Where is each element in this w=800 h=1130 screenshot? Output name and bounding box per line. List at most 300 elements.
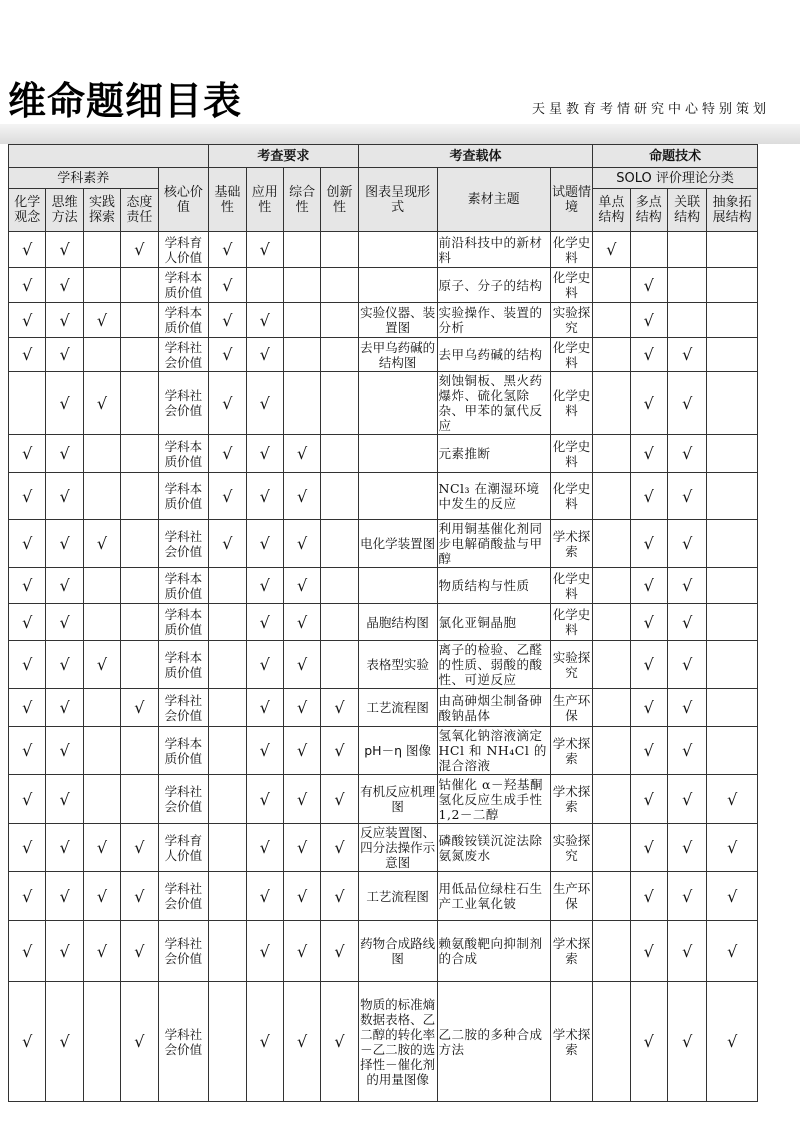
- context-cell: 化学史料: [550, 435, 592, 473]
- material-cell: 离子的检验、乙醛的性质、弱酸的酸性、可逆反应: [437, 641, 550, 689]
- check-cell: √: [9, 303, 46, 338]
- check-cell: [121, 604, 158, 641]
- check-cell: [593, 303, 630, 338]
- check-cell: √: [9, 641, 46, 689]
- check-cell: √: [246, 921, 283, 982]
- check-cell: √: [707, 872, 758, 921]
- material-cell: 由高砷烟尘制备砷酸钠晶体: [437, 689, 550, 727]
- check-cell: [707, 473, 758, 520]
- check-cell: √: [83, 921, 120, 982]
- core-value-cell: 学科本质价值: [158, 473, 209, 520]
- check-cell: √: [46, 604, 83, 641]
- material-cell: 刻蚀铜板、黑火药爆炸、硫化氢除杂、甲苯的氯代反应: [437, 372, 550, 435]
- core-value-cell: 学科育人价值: [158, 232, 209, 268]
- context-cell: 学术探索: [550, 727, 592, 775]
- col-applied: 应用性: [246, 168, 283, 232]
- table-row: [9, 604, 758, 641]
- context-cell: 学术探索: [550, 775, 592, 824]
- check-cell: √: [321, 689, 358, 727]
- material-cell: 原子、分子的结构: [437, 268, 550, 303]
- chart-form-cell: 有机反应机理图: [358, 775, 437, 824]
- check-cell: [593, 604, 630, 641]
- table-row: [9, 520, 758, 568]
- header-carrier: 考查载体: [358, 145, 592, 168]
- check-cell: [593, 872, 630, 921]
- check-cell: [321, 473, 358, 520]
- check-cell: [707, 568, 758, 604]
- check-cell: √: [9, 232, 46, 268]
- check-cell: [209, 824, 246, 872]
- core-value-cell: 学科本质价值: [158, 604, 209, 641]
- core-value-cell: 学科社会价值: [158, 982, 209, 1102]
- check-cell: √: [46, 641, 83, 689]
- chart-form-cell: pH－η 图像: [358, 727, 437, 775]
- chart-form-cell: 物质的标准熵数据表格、乙二醇的转化率－乙二胺的选择性－催化剂的用量图像: [358, 982, 437, 1102]
- context-cell: 化学史料: [550, 338, 592, 372]
- check-cell: √: [630, 473, 667, 520]
- core-value-cell: 学科本质价值: [158, 727, 209, 775]
- check-cell: √: [9, 824, 46, 872]
- chart-form-cell: 电化学装置图: [358, 520, 437, 568]
- core-value-cell: 学科社会价值: [158, 921, 209, 982]
- context-cell: 化学史料: [550, 268, 592, 303]
- check-cell: √: [667, 775, 706, 824]
- table-row: [9, 727, 758, 775]
- page-subtitle: 天星教育考情研究中心特别策划: [531, 102, 770, 117]
- check-cell: √: [246, 641, 283, 689]
- check-cell: √: [83, 372, 120, 435]
- check-cell: [321, 303, 358, 338]
- check-cell: √: [321, 727, 358, 775]
- check-cell: [209, 775, 246, 824]
- check-cell: √: [209, 338, 246, 372]
- check-cell: √: [321, 921, 358, 982]
- check-cell: [121, 727, 158, 775]
- check-cell: [121, 520, 158, 568]
- check-cell: √: [630, 921, 667, 982]
- check-cell: √: [9, 872, 46, 921]
- context-cell: 化学史料: [550, 568, 592, 604]
- check-cell: √: [209, 520, 246, 568]
- check-cell: [593, 372, 630, 435]
- check-cell: [707, 435, 758, 473]
- check-cell: [707, 689, 758, 727]
- check-cell: [593, 268, 630, 303]
- core-value-cell: 学科社会价值: [158, 689, 209, 727]
- core-value-cell: 学科本质价值: [158, 268, 209, 303]
- check-cell: [283, 372, 320, 435]
- check-cell: [209, 727, 246, 775]
- check-cell: √: [46, 824, 83, 872]
- core-value-cell: 学科社会价值: [158, 775, 209, 824]
- check-cell: √: [283, 921, 320, 982]
- check-cell: √: [283, 689, 320, 727]
- check-cell: √: [209, 473, 246, 520]
- check-cell: √: [630, 435, 667, 473]
- check-cell: [707, 727, 758, 775]
- context-cell: 化学史料: [550, 604, 592, 641]
- check-cell: [321, 520, 358, 568]
- table-row: [9, 689, 758, 727]
- page-title: 维命题细目表: [8, 79, 243, 123]
- check-cell: [83, 775, 120, 824]
- check-cell: [121, 568, 158, 604]
- check-cell: √: [46, 372, 83, 435]
- check-cell: √: [209, 372, 246, 435]
- check-cell: √: [667, 727, 706, 775]
- check-cell: √: [707, 921, 758, 982]
- check-cell: √: [630, 775, 667, 824]
- check-cell: √: [83, 641, 120, 689]
- check-cell: √: [246, 824, 283, 872]
- check-cell: √: [667, 689, 706, 727]
- table-row: [9, 268, 758, 303]
- check-cell: √: [630, 568, 667, 604]
- check-cell: [209, 604, 246, 641]
- check-cell: [121, 473, 158, 520]
- chart-form-cell: 工艺流程图: [358, 872, 437, 921]
- check-cell: [83, 604, 120, 641]
- check-cell: √: [321, 872, 358, 921]
- check-cell: √: [630, 520, 667, 568]
- check-cell: √: [283, 473, 320, 520]
- check-cell: √: [667, 921, 706, 982]
- core-value-cell: 学科社会价值: [158, 372, 209, 435]
- check-cell: √: [667, 641, 706, 689]
- material-cell: 赖氨酸靶向抑制剂的合成: [437, 921, 550, 982]
- check-cell: √: [630, 338, 667, 372]
- context-cell: 学术探索: [550, 921, 592, 982]
- context-cell: 实验探究: [550, 824, 592, 872]
- check-cell: √: [246, 473, 283, 520]
- core-value-cell: 学科育人价值: [158, 824, 209, 872]
- table-row: [9, 303, 758, 338]
- check-cell: √: [630, 641, 667, 689]
- check-cell: [593, 824, 630, 872]
- check-cell: [321, 604, 358, 641]
- check-cell: [593, 727, 630, 775]
- check-cell: √: [46, 520, 83, 568]
- table-row: [9, 568, 758, 604]
- check-cell: [121, 435, 158, 473]
- check-cell: √: [46, 268, 83, 303]
- check-cell: √: [707, 775, 758, 824]
- check-cell: √: [667, 338, 706, 372]
- context-cell: 生产环保: [550, 689, 592, 727]
- check-cell: [593, 641, 630, 689]
- check-cell: √: [321, 775, 358, 824]
- check-cell: √: [46, 727, 83, 775]
- check-cell: √: [707, 824, 758, 872]
- check-cell: [83, 435, 120, 473]
- check-cell: √: [46, 435, 83, 473]
- check-cell: [321, 268, 358, 303]
- chart-form-cell: 表格型实验: [358, 641, 437, 689]
- check-cell: [83, 689, 120, 727]
- material-cell: 元素推断: [437, 435, 550, 473]
- check-cell: √: [667, 872, 706, 921]
- col-chart-form: 图表呈现形式: [358, 168, 437, 232]
- check-cell: [121, 775, 158, 824]
- check-cell: [283, 268, 320, 303]
- check-cell: [209, 921, 246, 982]
- check-cell: √: [593, 232, 630, 268]
- col-relational: 关联结构: [667, 189, 706, 232]
- chart-form-cell: 工艺流程图: [358, 689, 437, 727]
- check-cell: √: [9, 568, 46, 604]
- check-cell: [593, 520, 630, 568]
- material-cell: 乙二胺的多种合成方法: [437, 982, 550, 1102]
- core-value-cell: 学科社会价值: [158, 520, 209, 568]
- header-requirements: 考查要求: [209, 145, 359, 168]
- chart-form-cell: 实验仪器、装置图: [358, 303, 437, 338]
- check-cell: [707, 232, 758, 268]
- check-cell: √: [283, 982, 320, 1102]
- check-cell: [707, 268, 758, 303]
- col-abstract: 抽象拓展结构: [707, 189, 758, 232]
- check-cell: √: [246, 727, 283, 775]
- check-cell: √: [630, 689, 667, 727]
- check-cell: √: [46, 303, 83, 338]
- col-material: 素材主题: [437, 168, 550, 232]
- table-wrapper: [8, 144, 758, 1102]
- check-cell: [83, 232, 120, 268]
- check-cell: √: [321, 824, 358, 872]
- core-value-cell: 学科社会价值: [158, 872, 209, 921]
- check-cell: √: [9, 268, 46, 303]
- chart-form-cell: 晶胞结构图: [358, 604, 437, 641]
- check-cell: √: [9, 982, 46, 1102]
- check-cell: √: [121, 824, 158, 872]
- material-cell: 前沿科技中的新材料: [437, 232, 550, 268]
- check-cell: √: [283, 872, 320, 921]
- col-single: 单点结构: [593, 189, 630, 232]
- core-value-cell: 学科本质价值: [158, 641, 209, 689]
- check-cell: √: [630, 268, 667, 303]
- check-cell: √: [46, 775, 83, 824]
- check-cell: √: [9, 473, 46, 520]
- chart-form-cell: [358, 232, 437, 268]
- header-solo: SOLO 评价理论分类: [593, 168, 758, 189]
- check-cell: [707, 604, 758, 641]
- check-cell: [209, 641, 246, 689]
- check-cell: √: [667, 604, 706, 641]
- check-cell: [593, 568, 630, 604]
- context-cell: 实验探究: [550, 303, 592, 338]
- check-cell: [121, 303, 158, 338]
- material-cell: 氢氧化钠溶液滴定 HCl 和 NH₄Cl 的混合溶液: [437, 727, 550, 775]
- check-cell: √: [630, 303, 667, 338]
- check-cell: √: [9, 435, 46, 473]
- check-cell: √: [630, 824, 667, 872]
- check-cell: √: [630, 982, 667, 1102]
- check-cell: [707, 641, 758, 689]
- chart-form-cell: 反应装置图、四分法操作示意图: [360, 825, 436, 870]
- check-cell: [321, 232, 358, 268]
- check-cell: [283, 338, 320, 372]
- check-cell: √: [46, 872, 83, 921]
- context-cell: 学术探索: [550, 520, 592, 568]
- material-cell: 磷酸铵镁沉淀法除氨氮废水: [437, 824, 550, 872]
- check-cell: √: [9, 689, 46, 727]
- check-cell: √: [667, 435, 706, 473]
- material-cell: 实验操作、装置的分析: [437, 303, 550, 338]
- check-cell: √: [667, 372, 706, 435]
- check-cell: √: [246, 520, 283, 568]
- core-value-cell: 学科本质价值: [158, 435, 209, 473]
- chart-form-cell: [358, 568, 437, 604]
- check-cell: [593, 473, 630, 520]
- col-core-value: 核心价值: [158, 168, 209, 232]
- chart-form-cell: [358, 372, 437, 435]
- check-cell: √: [630, 604, 667, 641]
- table-row: [9, 641, 758, 689]
- header-band: [0, 124, 800, 144]
- col-chem-concept: 化学观念: [9, 189, 46, 232]
- check-cell: √: [283, 604, 320, 641]
- context-cell: 化学史料: [550, 232, 592, 268]
- col-context: 试题情境: [550, 168, 592, 232]
- check-cell: √: [9, 604, 46, 641]
- check-cell: [209, 872, 246, 921]
- check-cell: √: [83, 303, 120, 338]
- check-cell: √: [667, 473, 706, 520]
- col-thinking: 思维方法: [46, 189, 83, 232]
- check-cell: √: [246, 775, 283, 824]
- table-row: [9, 372, 758, 435]
- check-cell: √: [121, 232, 158, 268]
- check-cell: √: [246, 435, 283, 473]
- check-cell: [630, 232, 667, 268]
- check-cell: [209, 689, 246, 727]
- table-row: [9, 473, 758, 520]
- check-cell: √: [9, 338, 46, 372]
- material-cell: 物质结构与性质: [437, 568, 550, 604]
- check-cell: [667, 268, 706, 303]
- check-cell: √: [246, 872, 283, 921]
- check-cell: √: [246, 338, 283, 372]
- check-cell: √: [283, 435, 320, 473]
- chart-form-cell: 去甲乌药碱的结构图: [360, 339, 436, 370]
- col-attitude: 态度责任: [121, 189, 158, 232]
- check-cell: √: [246, 568, 283, 604]
- header-blank: [9, 145, 209, 168]
- check-cell: √: [246, 982, 283, 1102]
- check-cell: [667, 232, 706, 268]
- check-cell: [83, 568, 120, 604]
- material-cell: 用低品位绿柱石生产工业氧化铍: [437, 872, 550, 921]
- check-cell: [83, 338, 120, 372]
- check-cell: √: [9, 775, 46, 824]
- check-cell: [707, 303, 758, 338]
- check-cell: [83, 727, 120, 775]
- context-cell: 化学史料: [550, 473, 592, 520]
- col-basic: 基础性: [209, 168, 246, 232]
- check-cell: √: [246, 232, 283, 268]
- check-cell: √: [83, 824, 120, 872]
- check-cell: [283, 303, 320, 338]
- material-cell: 利用铜基催化剂同步电解硝酸盐与甲醇: [437, 520, 550, 568]
- check-cell: √: [46, 232, 83, 268]
- check-cell: √: [83, 872, 120, 921]
- check-cell: √: [209, 435, 246, 473]
- check-cell: √: [46, 689, 83, 727]
- check-cell: [321, 641, 358, 689]
- check-cell: [707, 338, 758, 372]
- check-cell: [707, 372, 758, 435]
- material-cell: 氯化亚铜晶胞: [437, 604, 550, 641]
- check-cell: [593, 775, 630, 824]
- header-technique: 命题技术: [593, 145, 758, 168]
- check-cell: [83, 982, 120, 1102]
- core-value-cell: 学科本质价值: [158, 303, 209, 338]
- check-cell: [283, 232, 320, 268]
- check-cell: [9, 372, 46, 435]
- check-cell: √: [209, 232, 246, 268]
- col-practice: 实践探索: [83, 189, 120, 232]
- check-cell: √: [283, 568, 320, 604]
- check-cell: [707, 520, 758, 568]
- check-cell: √: [121, 921, 158, 982]
- table-row: [9, 872, 758, 921]
- check-cell: [121, 268, 158, 303]
- check-cell: √: [630, 727, 667, 775]
- col-multi: 多点结构: [630, 189, 667, 232]
- check-cell: √: [283, 520, 320, 568]
- check-cell: √: [9, 727, 46, 775]
- check-cell: [667, 303, 706, 338]
- check-cell: √: [9, 921, 46, 982]
- check-cell: √: [667, 824, 706, 872]
- check-cell: √: [46, 982, 83, 1102]
- check-cell: √: [667, 568, 706, 604]
- table-row: [9, 435, 758, 473]
- check-cell: √: [667, 982, 706, 1102]
- check-cell: [593, 435, 630, 473]
- chart-form-cell: [358, 268, 437, 303]
- check-cell: √: [9, 520, 46, 568]
- table-row: [9, 824, 758, 872]
- check-cell: √: [283, 775, 320, 824]
- check-cell: √: [46, 921, 83, 982]
- context-cell: 学术探索: [550, 982, 592, 1102]
- check-cell: √: [246, 372, 283, 435]
- check-cell: √: [321, 982, 358, 1102]
- check-cell: [321, 568, 358, 604]
- context-cell: 生产环保: [550, 872, 592, 921]
- table-row: [9, 232, 758, 268]
- check-cell: [593, 982, 630, 1102]
- check-cell: √: [283, 641, 320, 689]
- check-cell: [593, 689, 630, 727]
- material-cell: NCl₃ 在潮湿环境中发生的反应: [437, 473, 550, 520]
- check-cell: √: [121, 982, 158, 1102]
- chart-form-cell: 药物合成路线图: [358, 921, 437, 982]
- check-cell: [121, 641, 158, 689]
- check-cell: [593, 338, 630, 372]
- check-cell: √: [283, 824, 320, 872]
- check-cell: √: [283, 727, 320, 775]
- context-cell: 化学史料: [550, 372, 592, 435]
- core-value-cell: 学科社会价值: [158, 338, 209, 372]
- check-cell: [246, 268, 283, 303]
- material-cell: 钴催化 α－羟基酮氢化反应生成手性 1,2－二醇: [437, 775, 550, 824]
- check-cell: [593, 921, 630, 982]
- check-cell: √: [46, 473, 83, 520]
- check-cell: [321, 338, 358, 372]
- check-cell: [83, 473, 120, 520]
- check-cell: √: [121, 689, 158, 727]
